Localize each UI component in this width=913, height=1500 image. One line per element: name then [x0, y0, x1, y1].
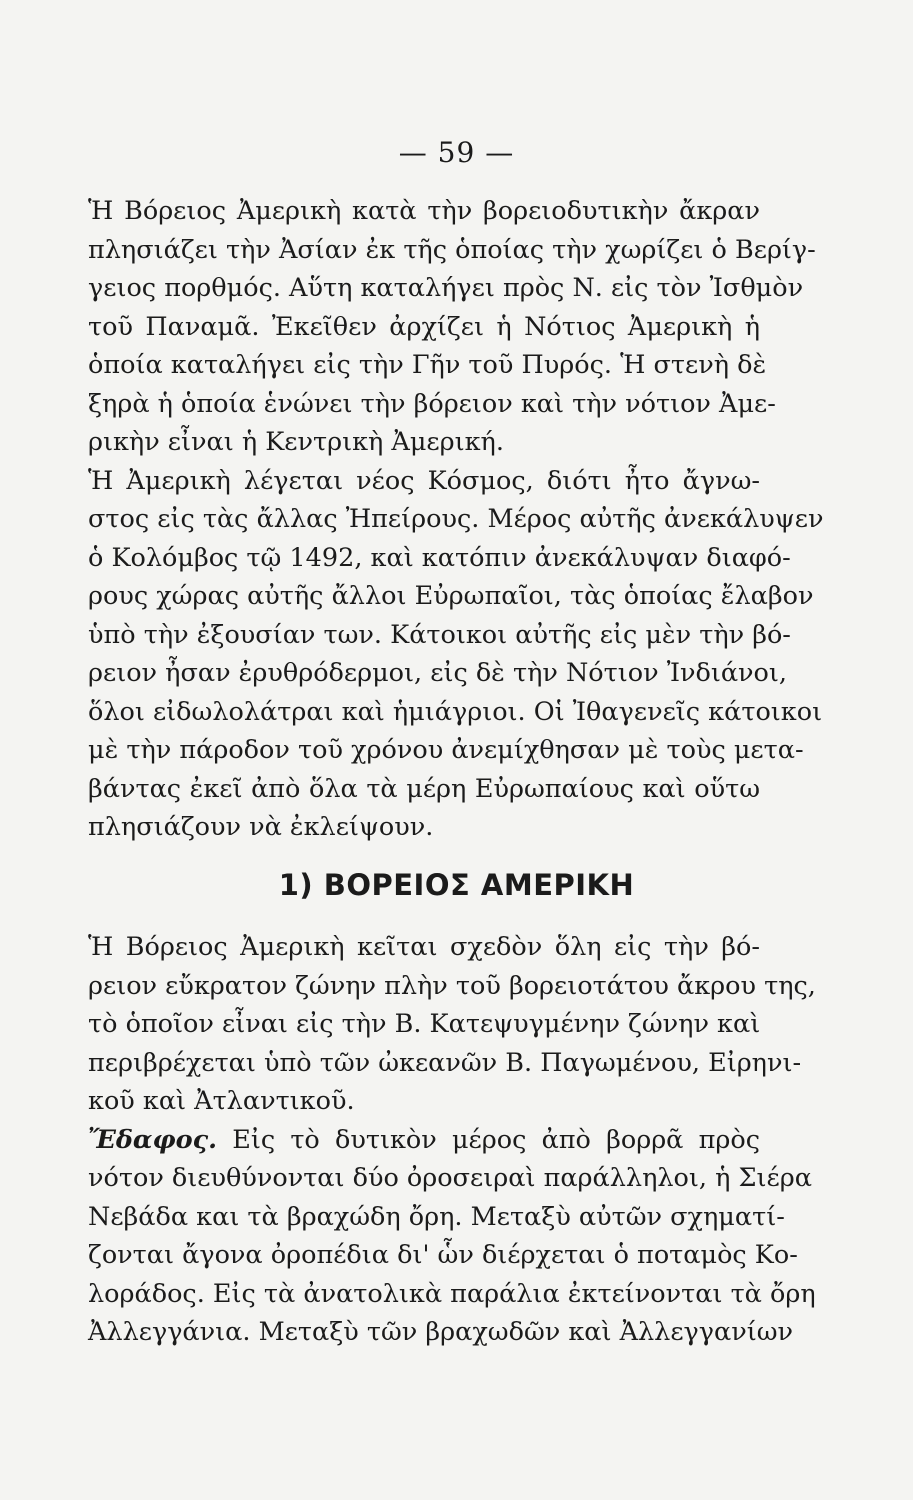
page-number: — 59 — — [398, 136, 515, 169]
text-line: Ἡ Ἀμερικὴ λέγεται νέος Κόσμος, διότι ἦτο ἄγνω- — [88, 465, 760, 496]
text-line: πλησιάζει τὴν Ἀσίαν ἐκ τῆς ὁποίας τὴν χωρίζει ὁ Βερίγ- — [88, 234, 816, 265]
text-line: ὁποία καταλήγει εἰς τὴν Γῆν τοῦ Πυρός. Ἡ στενὴ δὲ — [88, 350, 767, 380]
text-line: πλησιάζουν νὰ ἐκλείψουν. — [88, 812, 434, 842]
text-line: ξηρὰ ἡ ὁποία ἑνώνει τὴν βόρειον καὶ τὴν νότιον Ἀμε- — [88, 388, 776, 419]
text-line: ρικὴν εἶναι ἡ Κεντρικὴ Ἀμερική. — [88, 427, 504, 457]
text-line: ρειον ἦσαν ἐρυθρόδερμοι, εἰς δὲ τὴν Νότιον Ἰνδιάνοι, — [88, 658, 788, 688]
text-line: Νεβάδα και τὰ βραχώδη ὄρη. Μεταξὺ αὐτῶν σχηματί- — [88, 1201, 785, 1232]
subsection-label: Ἔδαφος. — [88, 1124, 217, 1155]
text-line: ζονται ἄγονα ὀροπέδια δι' ὧν διέρχεται ὁ ποταμὸς Κο- — [88, 1240, 798, 1270]
text-line: νότον διευθύνονται δύο ὀροσειραὶ παράλληλοι, ἡ Σιέρα — [88, 1163, 812, 1193]
text-line — [88, 1121, 760, 1160]
text-line: ὑπὸ τὴν ἐξουσίαν των. Κάτοικοι αὐτῆς εἰς μὲν τὴν βό- — [88, 619, 791, 650]
text-line: ὁ Κολόμβος τῷ 1492, καὶ κατόπιν ἀνεκάλυψαν διαφό- — [88, 542, 791, 573]
text-line: τοῦ Παναμᾶ. Ἐκεῖθεν ἀρχίζει ἡ Νότιος Ἀμερικὴ ἡ — [88, 311, 760, 342]
intro-text — [88, 192, 824, 847]
text-line: Ἀλλεγγάνια. Μεταξὺ τῶν βραχωδῶν καὶ Ἀλλεγγανίων — [88, 1317, 794, 1347]
text-line: λοράδος. Εἰς τὰ ἀνατολικὰ παράλια ἐκτείνονται τὰ ὄρη — [88, 1278, 816, 1309]
text-line: ρους χώρας αὐτῆς ἄλλοι Εὐρωπαῖοι, τὰς ὁποίας ἔλαβον — [88, 581, 814, 611]
text-line: βάντας ἐκεῖ ἀπὸ ὅλα τὰ μέρη Εὐρωπαίους καὶ οὕτω — [88, 773, 760, 804]
text-line: Ἡ Βόρειος Ἀμερικὴ κεῖται σχεδὸν ὅλη εἰς τὴν βό- — [88, 932, 760, 962]
text-line: τὸ ὁποῖον εἶναι εἰς τὴν Β. Κατεψυγμένην ζώνην καὶ — [88, 1009, 761, 1039]
text-line: στος εἰς τὰς ἄλλας Ἠπείρους. Μέρος αὐτῆς ἀνεκάλυψεν — [88, 504, 824, 534]
text-line: μὲ τὴν πάροδον τοῦ χρόνου ἀνεμίχθησαν μὲ τοὺς μετα- — [88, 735, 804, 765]
text-line: ὅλοι εἰδωλολάτραι καὶ ἡμιάγριοι. Οἱ Ἰθαγενεῖς κάτοικοι — [88, 696, 823, 727]
text-line: γειος πορθμός. Αὕτη καταλήγει πρὸς Ν. εἰς τὸν Ἰσθμὸν — [88, 273, 804, 303]
section-heading: 1) ΒΟΡΕΙΟΣ ΑΜΕΡΙΚΗ — [278, 868, 635, 902]
text-line: περιβρέχεται ὑπὸ τῶν ὠκεανῶν Β. Παγωμένου, Εἰρηνι- — [88, 1047, 802, 1078]
text-line: Ἡ Βόρειος Ἀμερικὴ κατὰ τὴν βορειοδυτικὴν ἄκραν — [88, 196, 760, 226]
text-line: ρειον εὔκρατον ζώνην πλὴν τοῦ βορειοτάτου ἄκρου της, — [88, 970, 816, 1001]
section-text — [88, 928, 816, 1352]
text-line-rest: Εἰς τὸ δυτικὸν μέρος ἀπὸ βορρᾶ πρὸς — [232, 1124, 760, 1155]
text-line: κοῦ καὶ Ἀτλαντικοῦ. — [88, 1086, 355, 1116]
